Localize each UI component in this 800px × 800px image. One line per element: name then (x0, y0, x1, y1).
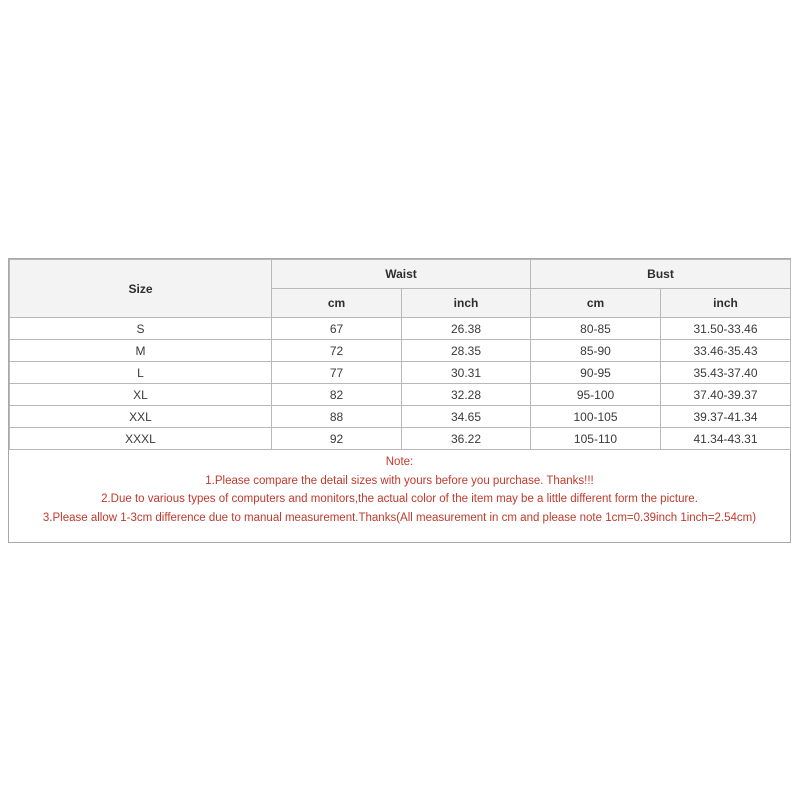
size-table (9, 259, 791, 450)
size-header: Size (10, 260, 272, 318)
waist-inch-cell: 32.28 (402, 384, 531, 406)
bust-cm-cell: 95-100 (531, 384, 661, 406)
bust-inch-cell: 41.34-43.31 (661, 428, 791, 450)
bust-inch-cell: 33.46-35.43 (661, 340, 791, 362)
bust-header: Bust (531, 260, 791, 289)
waist-inch-cell: 28.35 (402, 340, 531, 362)
note-line-1: 1.Please compare the detail sizes with yours before you purchase. Thanks!!! (205, 474, 594, 487)
bust-cm-cell: 100-105 (531, 406, 661, 428)
waist-cm-cell: 82 (272, 384, 402, 406)
bust-inch-cell: 31.50-33.46 (661, 318, 791, 340)
size-cell: XXL (10, 406, 272, 428)
waist-cm-cell: 67 (272, 318, 402, 340)
bust-cm-cell: 105-110 (531, 428, 661, 450)
waist-inch-cell: 26.38 (402, 318, 531, 340)
size-cell: M (10, 340, 272, 362)
size-cell: S (10, 318, 272, 340)
size-chart (8, 258, 791, 543)
table-row (10, 428, 791, 450)
note-title: Note: (385, 456, 414, 468)
note-line-3: 3.Please allow 1-3cm difference due to manual measurement.Thanks(All measurement in cm and please note 1cm=0.39inch 1inch=2.54cm) (42, 511, 757, 524)
table-row (10, 318, 791, 340)
table-row (10, 340, 791, 362)
waist-inch-cell: 30.31 (402, 362, 531, 384)
waist-cm-cell: 77 (272, 362, 402, 384)
waist-cm-cell: 92 (272, 428, 402, 450)
waist-cm-cell: 72 (272, 340, 402, 362)
note-line-2: 2.Due to various types of computers and monitors,the actual color of the item may be a little different form the picture. (101, 493, 698, 505)
bust-inch-header: inch (661, 289, 791, 318)
size-cell: L (10, 362, 272, 384)
notes-section (9, 453, 790, 527)
waist-inch-cell: 34.65 (402, 406, 531, 428)
table-header-row (10, 260, 791, 289)
size-cell: XL (10, 384, 272, 406)
table-row (10, 406, 791, 428)
bust-inch-cell: 37.40-39.37 (661, 384, 791, 406)
table-row (10, 384, 791, 406)
bust-inch-cell: 39.37-41.34 (661, 406, 791, 428)
waist-header: Waist (272, 260, 531, 289)
size-cell: XXXL (10, 428, 272, 450)
bust-cm-header: cm (531, 289, 661, 318)
waist-inch-header: inch (402, 289, 531, 318)
bust-cm-cell: 85-90 (531, 340, 661, 362)
bust-inch-cell: 35.43-37.40 (661, 362, 791, 384)
waist-cm-header: cm (272, 289, 402, 318)
bust-cm-cell: 90-95 (531, 362, 661, 384)
bust-cm-cell: 80-85 (531, 318, 661, 340)
table-row (10, 362, 791, 384)
waist-inch-cell: 36.22 (402, 428, 531, 450)
waist-cm-cell: 88 (272, 406, 402, 428)
